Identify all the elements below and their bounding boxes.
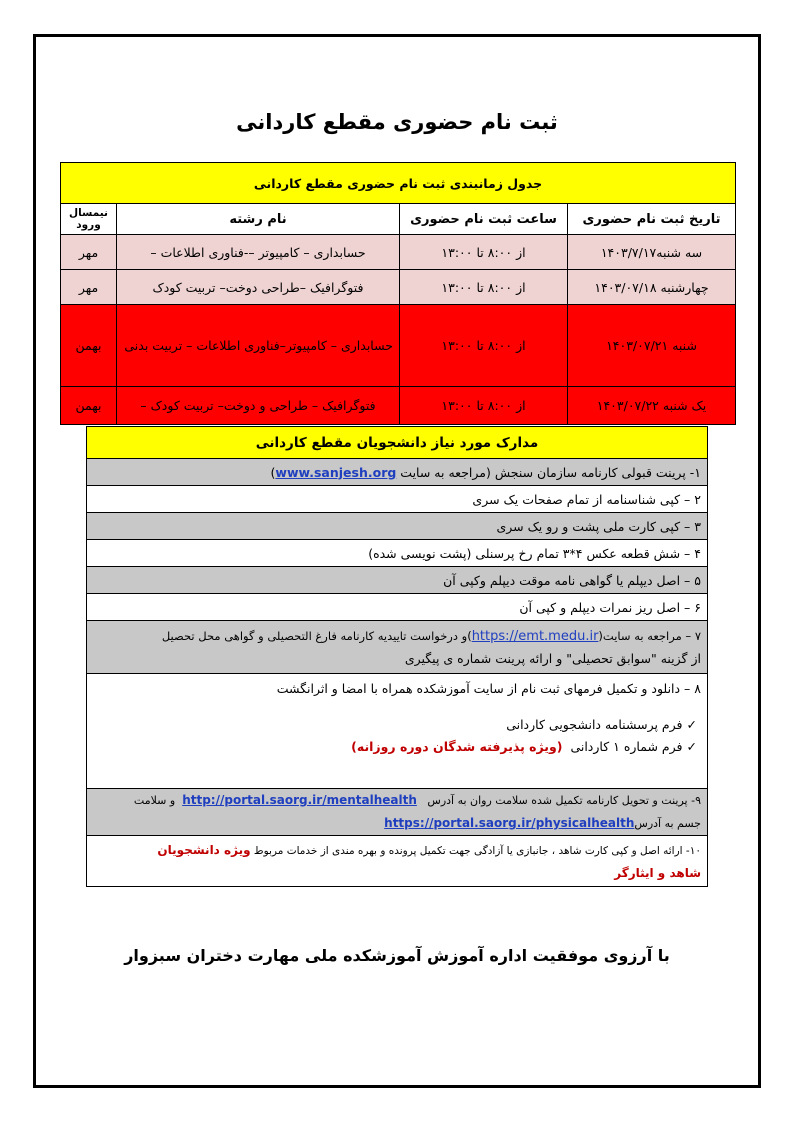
doc-item-6: ۶ – اصل ریز نمرات دیپلم و کپی آن — [87, 594, 708, 621]
cell-semester: مهر — [61, 235, 117, 270]
page-title: ثبت نام حضوری مقطع کاردانی — [236, 110, 558, 134]
doc-item-8-text: ۸ – دانلود و تکمیل فرمهای ثبت نام از سایت آموزشکده همراه با امضا و اثرانگشت — [276, 681, 701, 696]
cell-major: حسابداری – کامپیوتر–فناوری اطلاعات – تربیت بدنی — [117, 305, 400, 387]
form-number-1: فرم شماره ۱ کاردانی — [570, 739, 683, 754]
schedule-table — [60, 162, 736, 425]
doc-item-1 — [87, 459, 708, 486]
col-semester: نیمسال ورود — [61, 204, 117, 235]
doc-item-10 — [87, 836, 708, 887]
cell-date: شنبه ۱۴۰۳/۰۷/۲۱ — [568, 305, 736, 387]
check-icon: ✓ — [686, 739, 697, 754]
doc-item-3: ۳ – کپی کارت ملی پشت و رو یک سری — [87, 513, 708, 540]
footer-text: با آرزوی موفقیت اداره آموزش آموزشکده ملی مهارت دختران سبزوار — [124, 946, 670, 965]
documents-table — [86, 426, 708, 887]
cell-time: از ۸:۰۰ تا ۱۳:۰۰ — [400, 387, 568, 425]
col-time: ساعت ثبت نام حضوری — [400, 204, 568, 235]
table-row — [61, 270, 736, 305]
doc-item-1-text: ۱- پرینت قبولی کارنامه سازمان سنجش (مراجعه به سایت — [400, 464, 701, 480]
doc-item-9-b: و سلامت — [133, 794, 176, 807]
cell-semester: بهمن — [61, 387, 117, 425]
cell-date: یک شنبه ۱۴۰۳/۰۷/۲۲ — [568, 387, 736, 425]
form-questionnaire: فرم پرسشنامه دانشجویی کاردانی — [506, 717, 683, 732]
cell-date: سه شنبه۱۴۰۳/۷/۱۷ — [568, 235, 736, 270]
doc-item-7-a: ۷ – مراجعه به سایت( — [598, 628, 701, 643]
cell-semester: بهمن — [61, 305, 117, 387]
documents-header: مدارک مورد نیاز دانشجویان مقطع کاردانی — [87, 427, 708, 459]
doc-item-10-red1: ویژه دانشجویان — [157, 842, 251, 857]
cell-major: حسابداری – کامپیوتر –-فناوری اطلاعات – — [117, 235, 400, 270]
doc-item-7 — [87, 621, 708, 674]
table-row — [61, 387, 736, 425]
doc-item-10-red2: شاهد و ایثارگر — [614, 865, 701, 880]
doc-item-9-c: جسم به آدرس — [634, 817, 701, 830]
doc-item-9-a: ۹- پرینت و تحویل کارنامه تکمیل شده سلامت روان به آدرس — [427, 794, 701, 807]
cell-semester: مهر — [61, 270, 117, 305]
check-icon: ✓ — [686, 717, 697, 732]
cell-major: فتوگرافیک –طراحی دوخت– تربیت کودک — [117, 270, 400, 305]
doc-item-10-a: ۱۰- ارائه اصل و کپی کارت شاهد ، جانبازی یا آزادگی جهت تکمیل پرونده و بهره مندی از خدمات مربوط — [253, 844, 701, 857]
cell-time: از ۸:۰۰ تا ۱۳:۰۰ — [400, 305, 568, 387]
physical-health-link[interactable]: https://portal.saorg.ir/physicalhealth — [384, 816, 635, 830]
doc-item-7-b: )و درخواست تاییدیه کارنامه فارغ التحصیلی و گواهی محل تحصیل — [161, 628, 472, 643]
col-date: تاریخ ثبت نام حضوری — [568, 204, 736, 235]
cell-major: فتوگرافیک – طراحی و دوخت– تربیت کودک – — [117, 387, 400, 425]
cell-date: چهارشنبه ۱۴۰۳/۰۷/۱۸ — [568, 270, 736, 305]
doc-item-9 — [87, 789, 708, 836]
doc-item-8 — [87, 674, 708, 789]
col-major: نام رشته — [117, 204, 400, 235]
doc-item-5: ۵ – اصل دیپلم یا گواهی نامه موقت دیپلم وکپی آن — [87, 567, 708, 594]
sanjesh-link[interactable]: www.sanjesh.org — [275, 464, 397, 480]
doc-item-4: ۴ – شش قطعه عکس ۴*۳ تمام رخ پرسنلی (پشت نویسی شده) — [87, 540, 708, 567]
day-students-note: (ویژه پذیرفته شدگان دوره روزانه) — [351, 739, 563, 754]
doc-item-1-end: ) — [270, 464, 276, 480]
schedule-header: جدول زمانبندی ثبت نام حضوری مقطع کاردانی — [61, 163, 736, 204]
cell-time: از ۸:۰۰ تا ۱۳:۰۰ — [400, 270, 568, 305]
table-row — [61, 305, 736, 387]
doc-item-2: ۲ – کپی شناسنامه از تمام صفحات یک سری — [87, 486, 708, 513]
doc-item-7-c: از گزینه "سوابق تحصیلی" و ارائه پرینت شماره ی پیگیری — [404, 650, 701, 666]
mental-health-link[interactable]: http://portal.saorg.ir/mentalhealth — [182, 793, 417, 807]
emt-link[interactable]: https://emt.medu.ir — [471, 628, 599, 644]
table-row — [61, 235, 736, 270]
cell-time: از ۸:۰۰ تا ۱۳:۰۰ — [400, 235, 568, 270]
